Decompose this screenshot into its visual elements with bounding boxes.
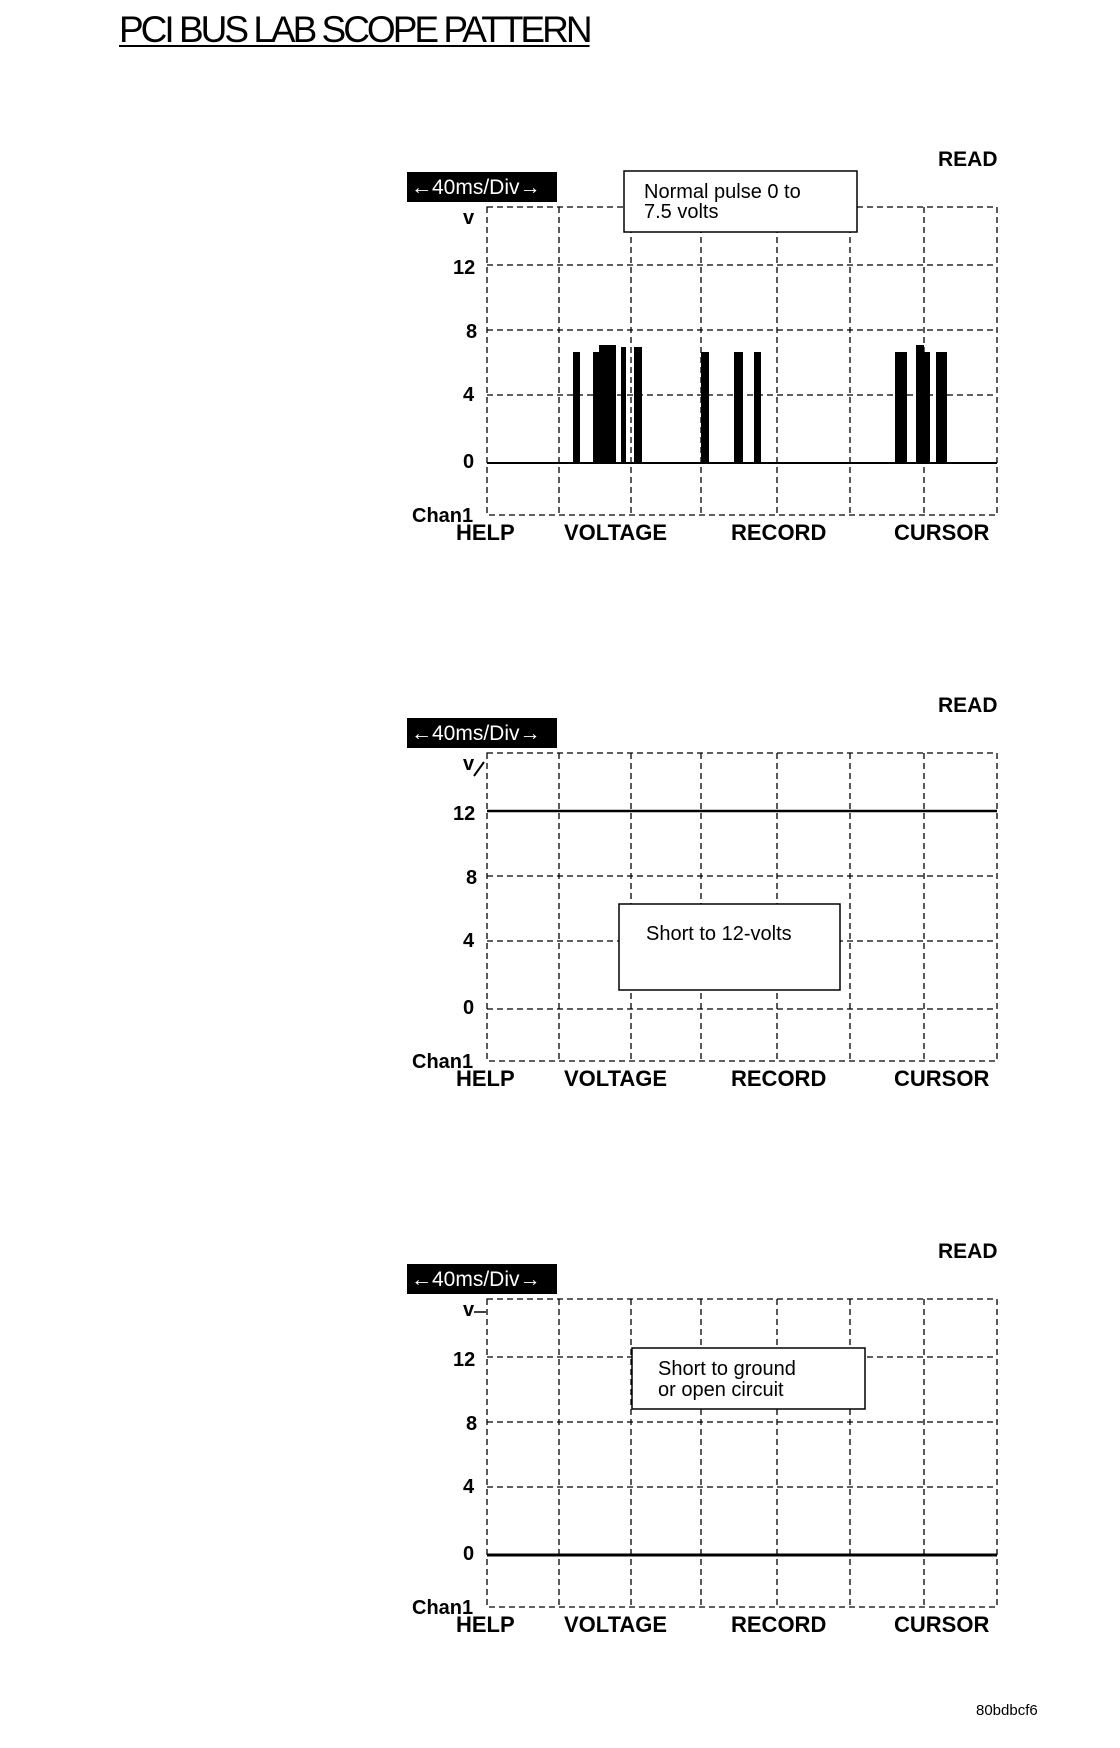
annotation-line-2: 7.5 volts [644, 201, 719, 223]
y-tick-8: 8 [466, 1413, 478, 1435]
waveform-trace [487, 345, 997, 463]
softkey-help[interactable]: HELP [456, 1066, 515, 1091]
annotation-line-1: Short to 12-volts [646, 923, 792, 945]
annotation-line-1: Short to ground [658, 1358, 796, 1380]
softkey-cursor[interactable]: CURSOR [894, 1066, 990, 1091]
y-tick-4: 4 [463, 384, 475, 406]
annotation-box [632, 1348, 865, 1409]
y-tick-0: 0 [463, 451, 475, 473]
annotation-box [619, 904, 840, 990]
y-unit-label: v [463, 1299, 475, 1321]
figure-code: 80bdbcf6 [976, 1702, 1038, 1719]
y-tick-12: 12 [453, 803, 476, 825]
channel-label: Chan1 [412, 1051, 474, 1073]
softkey-voltage[interactable]: VOLTAGE [564, 1612, 668, 1637]
timebase-label: ←40ms/Div→ [411, 722, 541, 745]
y-tick-0: 0 [463, 997, 475, 1019]
softkey-record[interactable]: RECORD [731, 1066, 827, 1091]
softkey-help[interactable]: HELP [456, 520, 515, 545]
waveform-trace [474, 762, 997, 811]
timebase-badge [407, 1264, 557, 1294]
scope-panel-normal [0, 140, 1120, 580]
annotation-line-2: or open circuit [658, 1379, 784, 1401]
softkey-voltage[interactable]: VOLTAGE [564, 520, 668, 545]
y-tick-4: 4 [463, 1476, 475, 1498]
timebase-badge [407, 718, 557, 748]
y-tick-12: 12 [453, 1349, 476, 1371]
page-title: PCI BUS LAB SCOPE PATTERN [119, 9, 590, 50]
annotation-box [624, 171, 857, 232]
scope-panel-short-ground [0, 1232, 1120, 1672]
read-label: READ [938, 148, 998, 171]
y-tick-12: 12 [453, 257, 476, 279]
read-label: READ [938, 1240, 998, 1263]
channel-label: Chan1 [412, 505, 474, 527]
read-label: READ [938, 694, 998, 717]
softkey-help[interactable]: HELP [456, 1612, 515, 1637]
timebase-label: ←40ms/Div→ [411, 176, 541, 199]
y-tick-4: 4 [463, 930, 475, 952]
timebase-badge [407, 172, 557, 202]
annotation-line-1: Normal pulse 0 to [644, 181, 801, 203]
softkey-voltage[interactable]: VOLTAGE [564, 1066, 668, 1091]
scope-panel-short-12v [0, 686, 1120, 1126]
timebase-label: ←40ms/Div→ [411, 1268, 541, 1291]
y-tick-8: 8 [466, 867, 478, 889]
channel-label: Chan1 [412, 1597, 474, 1619]
y-tick-0: 0 [463, 1543, 475, 1565]
scope-grid [487, 1299, 997, 1607]
softkey-cursor[interactable]: CURSOR [894, 520, 990, 545]
y-unit-label: v [463, 753, 475, 775]
y-unit-label: v [463, 207, 475, 229]
softkey-record[interactable]: RECORD [731, 520, 827, 545]
y-tick-8: 8 [466, 321, 478, 343]
softkey-record[interactable]: RECORD [731, 1612, 827, 1637]
softkey-cursor[interactable]: CURSOR [894, 1612, 990, 1637]
